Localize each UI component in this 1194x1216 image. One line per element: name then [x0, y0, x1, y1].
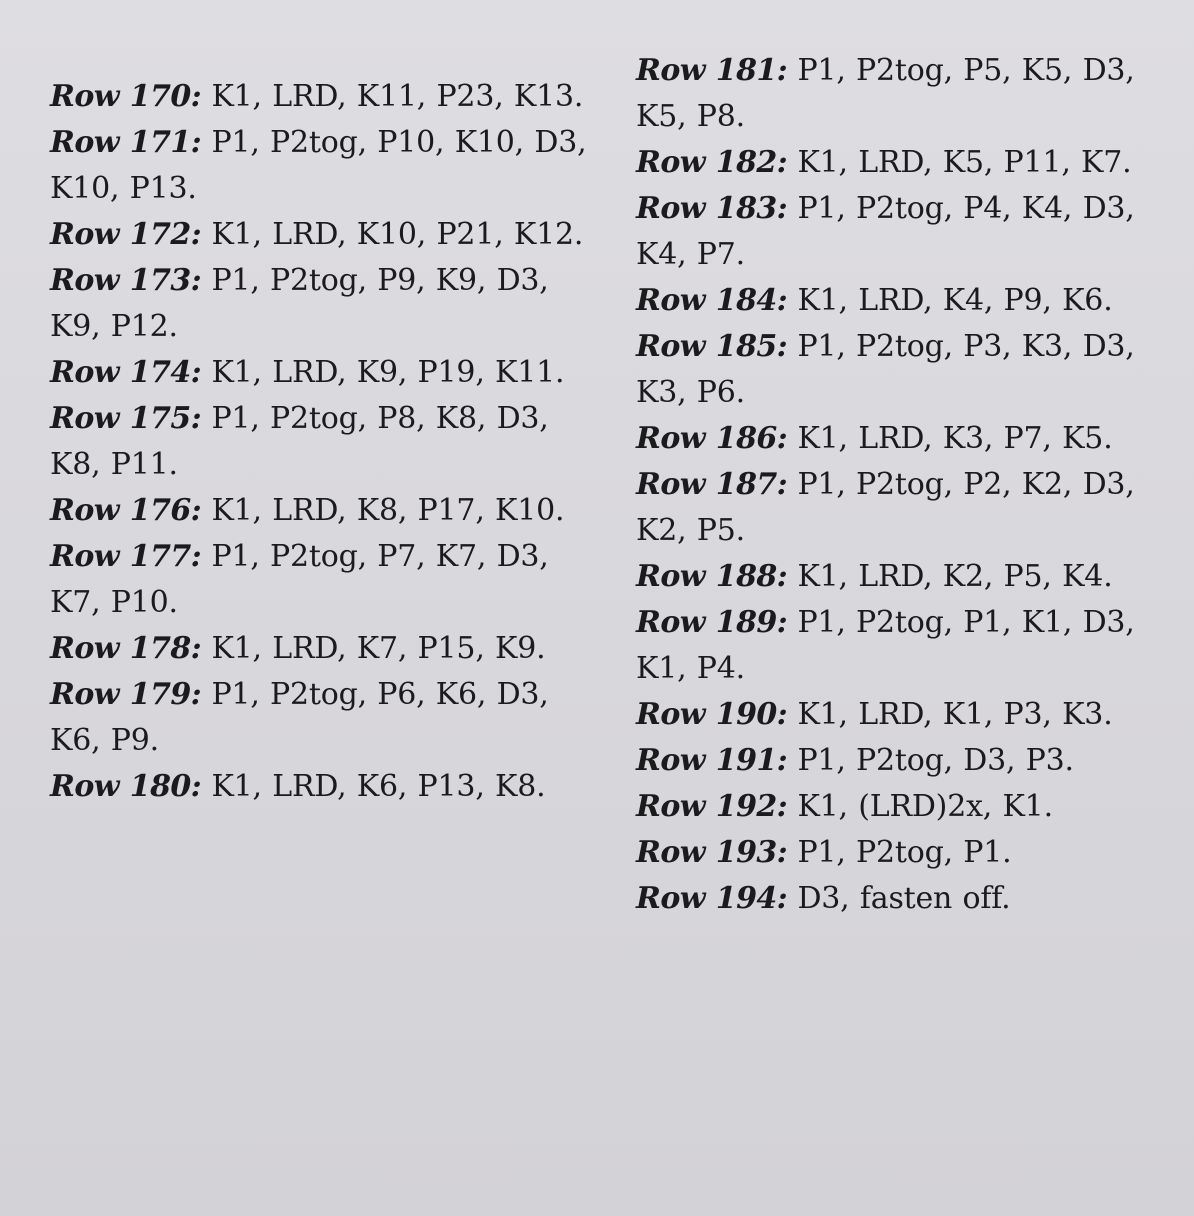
row-label: Row 176:	[50, 493, 202, 528]
row-label: Row 187:	[636, 467, 788, 502]
row-label: Row 174:	[50, 355, 202, 390]
row-text: P1, P2tog, D3, P3.	[787, 743, 1074, 778]
row-instruction-185	[636, 324, 1176, 416]
row-instruction-193	[636, 830, 1176, 876]
row-text: K1, LRD, K8, P17, K10.	[201, 493, 565, 528]
row-label: Row 189:	[636, 605, 788, 640]
row-text: P1, P2tog, P4, K4, D3, K4, P7.	[636, 191, 1135, 272]
row-label: Row 191:	[636, 743, 788, 778]
row-text: P1, P2tog, P10, K10, D3, K10, P13.	[50, 125, 587, 206]
row-label: Row 194:	[636, 881, 788, 916]
row-instruction-171	[50, 120, 590, 212]
left-column	[50, 74, 590, 810]
row-instruction-183	[636, 186, 1176, 278]
row-label: Row 183:	[636, 191, 788, 226]
row-text: P1, P2tog, P5, K5, D3, K5, P8.	[636, 53, 1135, 134]
right-column	[636, 48, 1176, 922]
row-text: P1, P2tog, P2, K2, D3, K2, P5.	[636, 467, 1135, 548]
row-text: P1, P2tog, P9, K9, D3, K9, P12.	[50, 263, 549, 344]
row-instruction-177	[50, 534, 590, 626]
row-text: P1, P2tog, P6, K6, D3, K6, P9.	[50, 677, 549, 758]
row-label: Row 173:	[50, 263, 202, 298]
row-label: Row 170:	[50, 79, 202, 114]
row-instruction-174	[50, 350, 590, 396]
row-instruction-184	[636, 278, 1176, 324]
row-text: P1, P2tog, P3, K3, D3, K3, P6.	[636, 329, 1135, 410]
row-label: Row 172:	[50, 217, 202, 252]
row-label: Row 182:	[636, 145, 788, 180]
row-instruction-180	[50, 764, 590, 810]
row-text: P1, P2tog, P1, K1, D3, K1, P4.	[636, 605, 1135, 686]
row-instruction-178	[50, 626, 590, 672]
row-text: K1, LRD, K11, P23, K13.	[201, 79, 584, 114]
row-text: K1, LRD, K7, P15, K9.	[201, 631, 546, 666]
row-text: K1, LRD, K6, P13, K8.	[201, 769, 546, 804]
row-label: Row 184:	[636, 283, 788, 318]
row-text: K1, LRD, K9, P19, K11.	[201, 355, 565, 390]
row-label: Row 185:	[636, 329, 788, 364]
row-text: K1, (LRD)2x, K1.	[787, 789, 1053, 824]
row-instruction-190	[636, 692, 1176, 738]
row-instruction-186	[636, 416, 1176, 462]
row-label: Row 192:	[636, 789, 788, 824]
row-instruction-172	[50, 212, 590, 258]
row-instruction-192	[636, 784, 1176, 830]
row-text: K1, LRD, K2, P5, K4.	[787, 559, 1113, 594]
row-text: K1, LRD, K10, P21, K12.	[201, 217, 584, 252]
row-instruction-173	[50, 258, 590, 350]
row-text: K1, LRD, K4, P9, K6.	[787, 283, 1113, 318]
row-instruction-181	[636, 48, 1176, 140]
row-text: K1, LRD, K5, P11, K7.	[787, 145, 1132, 180]
row-instruction-175	[50, 396, 590, 488]
row-label: Row 179:	[50, 677, 202, 712]
row-text: K1, LRD, K3, P7, K5.	[787, 421, 1113, 456]
row-instruction-179	[50, 672, 590, 764]
row-instruction-191	[636, 738, 1176, 784]
row-text: P1, P2tog, P8, K8, D3, K8, P11.	[50, 401, 549, 482]
row-label: Row 181:	[636, 53, 788, 88]
row-text: P1, P2tog, P1.	[787, 835, 1012, 870]
row-label: Row 190:	[636, 697, 788, 732]
row-label: Row 188:	[636, 559, 788, 594]
row-instruction-170	[50, 74, 590, 120]
row-label: Row 175:	[50, 401, 202, 436]
row-label: Row 186:	[636, 421, 788, 456]
row-label: Row 180:	[50, 769, 202, 804]
row-instruction-182	[636, 140, 1176, 186]
row-instruction-187	[636, 462, 1176, 554]
row-instruction-176	[50, 488, 590, 534]
row-label: Row 171:	[50, 125, 202, 160]
row-instruction-188	[636, 554, 1176, 600]
row-label: Row 177:	[50, 539, 202, 574]
row-text: K1, LRD, K1, P3, K3.	[787, 697, 1113, 732]
row-text: D3, fasten off.	[787, 881, 1011, 916]
row-label: Row 178:	[50, 631, 202, 666]
row-text: P1, P2tog, P7, K7, D3, K7, P10.	[50, 539, 549, 620]
row-label: Row 193:	[636, 835, 788, 870]
row-instruction-194	[636, 876, 1176, 922]
row-instruction-189	[636, 600, 1176, 692]
